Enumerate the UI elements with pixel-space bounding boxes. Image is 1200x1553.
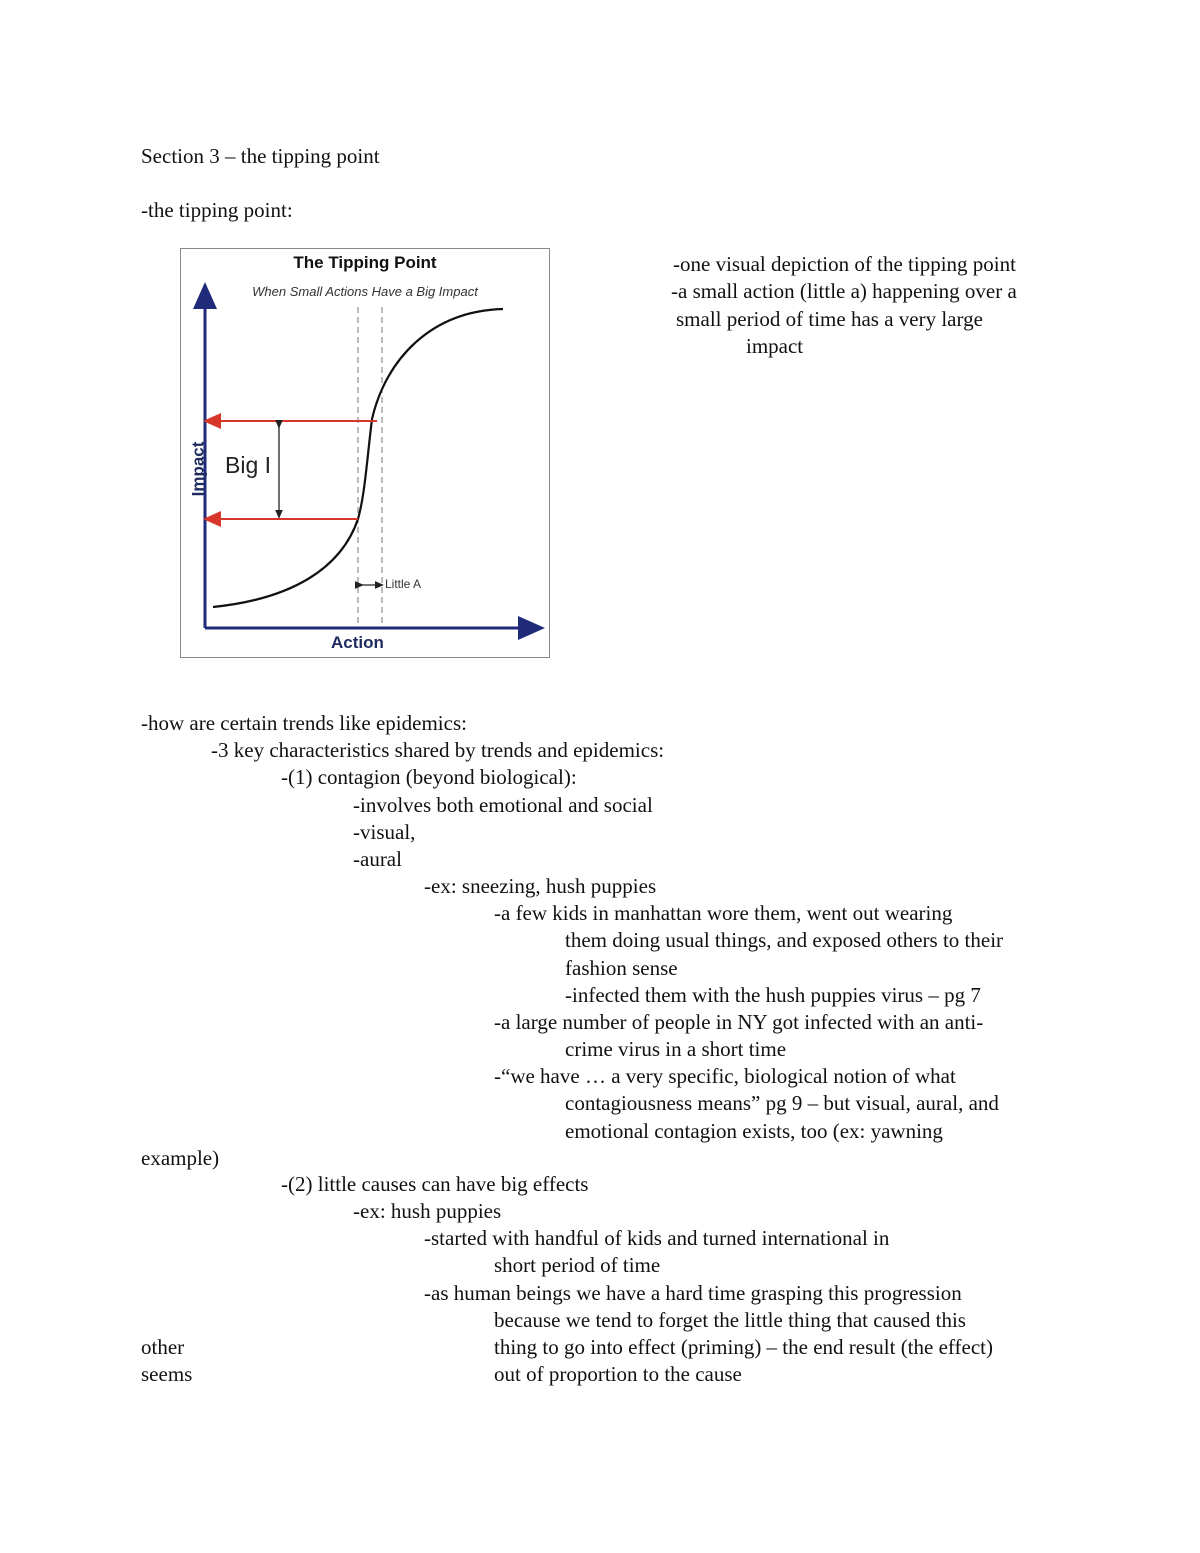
body-line: -ex: hush puppies xyxy=(353,1199,502,1223)
body-line: -ex: sneezing, hush puppies xyxy=(424,874,657,898)
body-line: example) xyxy=(141,1146,220,1170)
body-line: out of proportion to the cause xyxy=(494,1362,742,1386)
body-line: -infected them with the hush puppies virus – pg 7 xyxy=(565,983,981,1007)
figure-little-a-label: Little A xyxy=(385,577,422,591)
body-line: them doing usual things, and exposed others to their xyxy=(565,928,1004,952)
tipping-point-figure xyxy=(180,248,550,658)
body-line: contagiousness means” pg 9 – but visual, aural, and xyxy=(565,1091,999,1115)
body-line: seems xyxy=(141,1362,193,1386)
body-line: thing to go into effect (priming) – the end result (the effect) xyxy=(494,1335,993,1359)
body-line: -how are certain trends like epidemics: xyxy=(141,711,467,735)
caption-line: small period of time has a very large xyxy=(676,307,983,331)
caption-line: impact xyxy=(746,334,804,358)
body-line: -a few kids in manhattan wore them, went out wearing xyxy=(494,901,953,925)
body-line: emotional contagion exists, too (ex: yawning xyxy=(565,1119,943,1143)
caption-line: -one visual depiction of the tipping point xyxy=(673,252,1016,276)
body-line: -aural xyxy=(353,847,402,871)
figure-subtitle: When Small Actions Have a Big Impact xyxy=(252,284,478,299)
body-line: short period of time xyxy=(494,1253,661,1277)
figure-x-label: Action xyxy=(331,633,384,652)
body-line: -as human beings we have a hard time grasping this progression xyxy=(424,1281,962,1305)
body-line: -involves both emotional and social xyxy=(353,793,653,817)
figure-y-label: Impact xyxy=(188,441,208,497)
caption-line: -a small action (little a) happening over a xyxy=(671,279,1017,303)
figure-title: The Tipping Point xyxy=(293,253,437,272)
body-line: crime virus in a short time xyxy=(565,1037,787,1061)
body-line: -“we have … a very specific, biological notion of what xyxy=(494,1064,956,1088)
section-heading: Section 3 – the tipping point xyxy=(141,144,380,168)
body-line: -(1) contagion (beyond biological): xyxy=(281,765,577,789)
body-line: because we tend to forget the little thing that caused this xyxy=(494,1308,966,1332)
body-line: other xyxy=(141,1335,185,1359)
body-line: -3 key characteristics shared by trends and epidemics: xyxy=(211,738,665,762)
subheading: -the tipping point: xyxy=(141,198,293,222)
body-line: -visual, xyxy=(353,820,416,844)
figure-big-i-label: Big I xyxy=(225,452,272,478)
body-line: -started with handful of kids and turned international in xyxy=(424,1226,890,1250)
body-line: fashion sense xyxy=(565,956,678,980)
body-line: -(2) little causes can have big effects xyxy=(281,1172,589,1196)
body-line: -a large number of people in NY got infected with an anti- xyxy=(494,1010,984,1034)
